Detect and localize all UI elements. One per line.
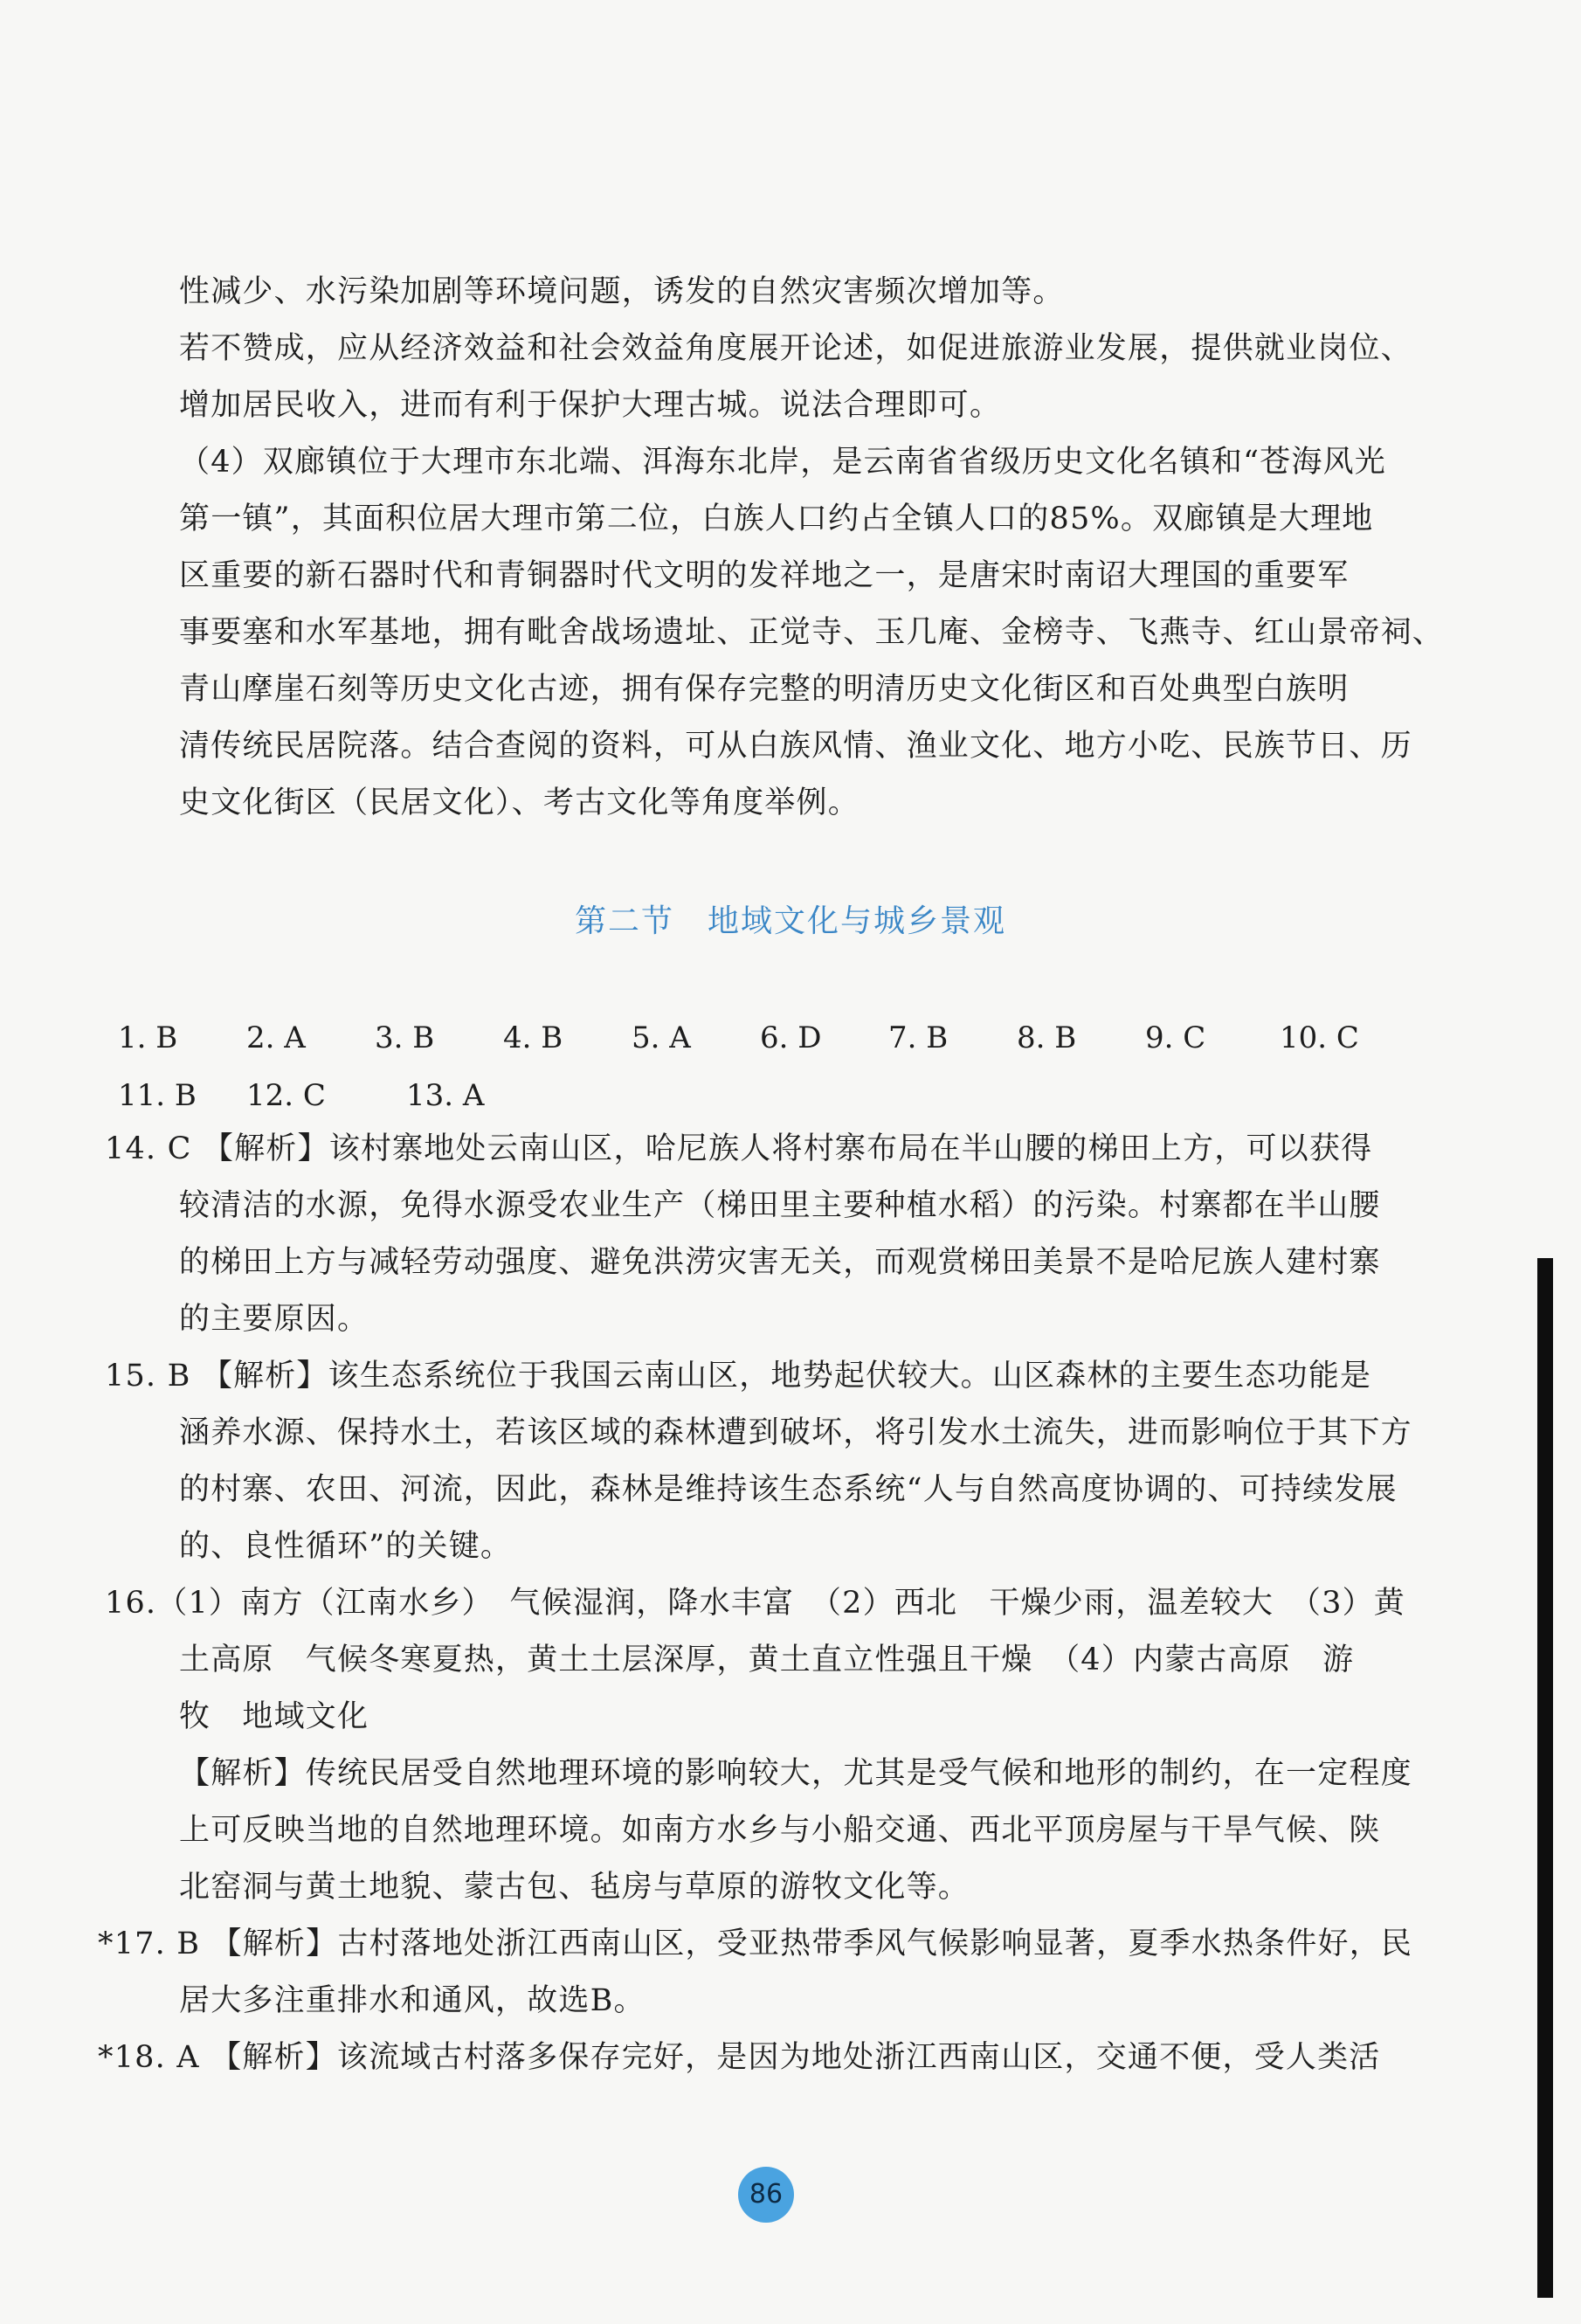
paragraph-line: 第一镇”，其面积位居大理市第二位，白族人口约占全镇人口的85%。双廊镇是大理地 bbox=[179, 501, 1374, 536]
answer-item: 4. B bbox=[503, 1020, 563, 1055]
q15-line: 涵养水源、保持水土，若该区域的森林遭到破坏，将引发水土流失，进而影响位于其下方 bbox=[179, 1415, 1412, 1450]
answer-item: 5. A bbox=[632, 1020, 691, 1055]
paragraph-line: 增加居民收入，进而有利于保护大理古城。说法合理即可。 bbox=[179, 388, 1002, 423]
scan-edge-shadow bbox=[1537, 1258, 1553, 2298]
q14-line: 14. C 【解析】该村寨地处云南山区，哈尼族人将村寨布局在半山腰的梯田上方，可以获得 bbox=[105, 1131, 1373, 1166]
answer-item: 3. B bbox=[375, 1020, 435, 1055]
q16-line: 牧 地域文化 bbox=[179, 1699, 369, 1734]
answer-item: 8. B bbox=[1017, 1020, 1077, 1055]
q15-line: 15. B 【解析】该生态系统位于我国云南山区，地势起伏较大。山区森林的主要生态功能是 bbox=[105, 1359, 1372, 1394]
q16-line: 北窑洞与黄土地貌、蒙古包、毡房与草原的游牧文化等。 bbox=[179, 1870, 970, 1905]
answer-item: 13. A bbox=[406, 1078, 485, 1113]
page-number-badge: 86 bbox=[738, 2167, 794, 2223]
q15-line: 的村寨、农田、河流，因此，森林是维持该生态系统“人与自然高度协调的、可持续发展 bbox=[179, 1472, 1398, 1507]
paragraph-line: 清传统民居院落。结合查阅的资料，可从白族风情、渔业文化、地方小吃、民族节日、历 bbox=[179, 729, 1412, 764]
q17-line: *17. B 【解析】古村落地处浙江西南山区，受亚热带季风气候影响显著，夏季水热条件好，民 bbox=[98, 1926, 1413, 1961]
q14-line: 的梯田上方与减轻劳动强度、避免洪涝灾害无关，而观赏梯田美景不是哈尼族人建村寨 bbox=[179, 1245, 1381, 1280]
q17-line: 居大多注重排水和通风，故选B。 bbox=[179, 1983, 646, 2018]
paragraph-line: 史文化街区（民居文化）、考古文化等角度举例。 bbox=[179, 785, 860, 820]
answer-key-row-2 bbox=[118, 1076, 642, 1115]
section-title: 第二节 地域文化与城乡景观 bbox=[574, 903, 1006, 939]
paragraph-line: 青山摩崖石刻等历史文化古迹，拥有保存完整的明清历史文化街区和百处典型白族明 bbox=[179, 672, 1350, 707]
q14-line: 的主要原因。 bbox=[179, 1302, 369, 1337]
q14-line: 较清洁的水源，免得水源受农业生产（梯田里主要种植水稻）的污染。村寨都在半山腰 bbox=[179, 1188, 1381, 1223]
q16-line: 上可反映当地的自然地理环境。如南方水乡与小船交通、西北平顶房屋与干旱气候、陕 bbox=[179, 1813, 1381, 1848]
paragraph-line: 事要塞和水军基地，拥有毗舍战场遗址、正觉寺、玉几庵、金榜寺、飞燕寺、红山景帝祠、 bbox=[179, 615, 1445, 650]
paragraph-line: （4）双廊镇位于大理市东北端、洱海东北岸，是云南省省级历史文化名镇和“苍海风光 bbox=[179, 445, 1386, 480]
answer-key-row-1 bbox=[118, 1019, 1463, 1057]
q16-line: 土高原 气候冬寒夏热，黄土土层深厚，黄土直立性强且干燥 （4）内蒙古高原 游 bbox=[179, 1643, 1355, 1677]
answer-item: 9. C bbox=[1145, 1020, 1206, 1055]
answer-item: 10. C bbox=[1280, 1020, 1359, 1055]
answer-item: 1. B bbox=[118, 1020, 178, 1055]
answer-item: 12. C bbox=[246, 1078, 326, 1113]
answer-item: 6. D bbox=[760, 1020, 822, 1055]
q16-line: 16.（1）南方（江南水乡） 气候湿润，降水丰富 （2）西北 干燥少雨，温差较大 （3）黄 bbox=[105, 1586, 1405, 1621]
answer-item: 7. B bbox=[888, 1020, 949, 1055]
q16-line: 【解析】传统民居受自然地理环境的影响较大，尤其是受气候和地形的制约，在一定程度 bbox=[179, 1756, 1412, 1791]
paragraph-line: 区重要的新石器时代和青铜器时代文明的发祥地之一，是唐宋时南诏大理国的重要军 bbox=[179, 558, 1350, 593]
answer-item: 11. B bbox=[118, 1078, 197, 1113]
answer-item: 2. A bbox=[246, 1020, 306, 1055]
paragraph-line: 若不赞成，应从经济效益和社会效益角度展开论述，如促进旅游业发展，提供就业岗位、 bbox=[179, 331, 1412, 366]
q15-line: 的、良性循环”的关键。 bbox=[179, 1529, 513, 1564]
paragraph-line: 性减少、水污染加剧等环境问题，诱发的自然灾害频次增加等。 bbox=[179, 274, 1065, 309]
q18-line: *18. A 【解析】该流域古村落多保存完好，是因为地处浙江西南山区，交通不便，受人类活 bbox=[98, 2040, 1381, 2075]
